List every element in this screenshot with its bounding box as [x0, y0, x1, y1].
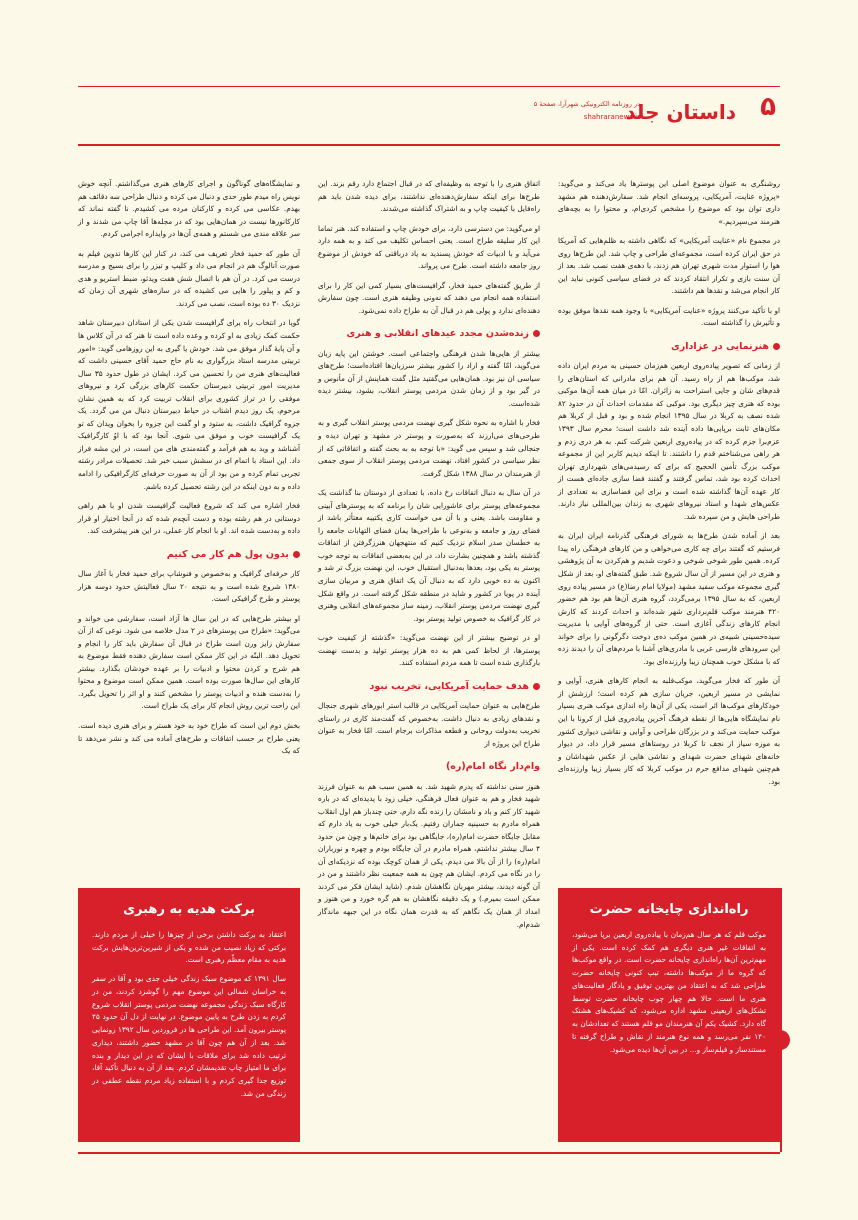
bullet-icon: [533, 330, 540, 337]
article-heading-label: بدون پول هم کار می کنیم: [166, 548, 289, 560]
bottom-rule: [78, 1152, 780, 1154]
paragraph: روشنگری به عنوان موضوع اصلی این پوسترها یاد می‌کند و می‌گوید: «پروژه عنایت، آمریکایی، پروسه‌ای انجام شد. سفارش‌دهنده هم مشهد داری توان بود که موضوع را مشخص کردی‌ام، و محتوا را به بچه‌های هنرمند می‌سپردیم.»: [558, 179, 780, 226]
article-heading-honarnamai: [558, 340, 780, 354]
header-rule-top: [78, 86, 780, 87]
sidebar-box-chaikhaneh: [558, 888, 780, 1142]
paragraph: اتفاق هنری را با توجه به وظیفه‌ای که در قبال اجتماع دارد رقم بزند. این طرح‌ها برای اینکه سفارش‌دهنده‌ای نداشتند، برای دیده شدن باید هم راه‌فایل با کیفیت چاپ و به اشتراک گذاشته می‌شدند.: [318, 179, 540, 214]
article-heading-imam: [318, 760, 540, 774]
paragraph: هنوز سنی نداشته که پدرم شهید شد. به همین سبب هم به عنوان فرزند شهید فخار و هم به عنوان فعال فرهنگی، خیلی زود با پدیده‌ای که در باره شهید کار کنم و باد و نامشان را زنده نگه دارم، حتی چندبار هم اول انقلاب همراه مادرم به حسینیه جماران رفتیم. یک‌بار خیلی خوب به یاد دارم که مقابل جایگاه حضرت امام(ره)، جایگاهی بود برای خانم‌ها و چون من حدود ۴ سال بیشتر نداشتم، همراه مادرم در آن جایگاه بودم و چهره و نورباران امام(ره) را از آن بالا می دیدم. یکی از همان کوچک بوده که نزدیکه‌ای آن را در نگاه می کردم. ایشان هم چون به همه جمعیت نظر داشتند و من در آن گونه دیدند، بیشتر مهربان نگاهشان شدم. (شاید ایشان فکر می کردند ممکن است بمیرم.) و یک دقیقه نگاهشان به هم گره خورد و من هنوز و امداد از همان یک نگاهم که به قدرت همان نگاه در این جبهه ماندگار شدم‌ام.: [318, 781, 540, 929]
vertical-rule: [780, 888, 782, 1152]
paragraph: از طریق گفته‌های حمید فخار، گرافیست‌های بسیار کمی این کار را برای استفاده همه انجام می دهند که نه‌ونی وظیفه هنری است. چون سفارش دهنده‌ای ندارد و پولی هم در قبال آن به طراح داده نمی‌شود.: [318, 280, 540, 315]
article-heading-nomoney: [78, 548, 300, 562]
paragraph: بیشتر از هایی‌ها شدن فرهنگی واجتماعی است. خوشتن این پایه زبان می‌گوید، امّا گفته و اراد را کشور بیشتر سرزبان‌ها افتاده‌است؛ طرح‌های سیاسی ان نیز بود. همان‌هایی می‌گفتید مثل گفت هماینش از آن مأنوس و در گیر بود و از زمان شدن مردمی پوستر انقلاب، بشود، بیشتر دیده شده‌است.: [318, 348, 540, 408]
paragraph: او در توضیح بیشتر از این نهضت می‌گوید: «گذشته از کیفیت خوب پوسترها، از لحاظ کمی هم به ده هزار پوستر تولید و بدست نهضت بارگذاری شده است تا همه مردم استفاده کنند.: [318, 633, 540, 668]
paragraph: آن طور که حمید فخار تعریف می کند، در کنار این کارها تدوین فیلم به صورت آنالوگ هم در انجام می داد و کلیپ و تیزر را برای بسیج و مدرسه درست می کرد. در آن هم با اتصال شش هفت ویدئو، ضبط استریو و هدی و کم و پیلور را هایی می کشیده که در سازه‌های شهری آن زمان که نزدیک ۳۰ ده بوده است، نصب می کردند.: [78, 248, 300, 308]
column-left: [78, 178, 300, 765]
paragraph: فخار با اشاره به نحوه شکل گیری نهضت مردمی پوستر انقلاب گیری و به طرحی‌های می‌ارزند که به‌صورت و پوستر در مشهد و تهران دیده و جنجالی شد و سپس می گوید: «با توجه به به بحث گفته و اتفاقاتی که از نظر سیاسی در کشور افتاد، نهضت مردمی پوستر انقلاب از سوی جمعی از هنرمندان در سال ۱۳۸۸ شکل گرفت.: [318, 418, 540, 478]
sidebar-box-barekat: [78, 888, 300, 1142]
article-heading-label: زنده‌شدن مجدد عیدهای انقلابی و هنری: [346, 328, 529, 340]
paragraph: او بیشتر طرح‌هایی که در این سال ها آزاد است، سفارشی می خواند و می‌گوید: «طراح می پوسترهای در ۲ مدل خلاصه می شود. نوعی که از آن سفارش زایز ورن است طراح در قبال آن سفارش باید کار را انجام و تحویل دهد. البتّه در این کار ممکن است سفارش دهنده فقط موضوع به هم شرج و کردن محتوا و ادبیات را بر عهده خودشان بگذارد. بیشتر کارهای این سال‌ها صورت بوده است. همین ممکن است موضوع و محتوا را به‌دست هنده و ادبیات پوستر را مشخص کنند و او اثر را تحویل بگیرد. این راحت ترین روش انجام کار برای یک طراح است.: [78, 613, 301, 711]
paragraph: کار حرفه‌ای گرافیک و به‌خصوص و فنوشاپ برای حمید فخار با آغاز سال ۱۳۸۰ شروع شده است و به نتیجه ۲۰ سال فعالیتش حدود دوسه هزار پوستر و طرح گرافیکی است.: [78, 569, 300, 604]
header-rule-bottom: [78, 144, 780, 146]
bullet-icon: [293, 551, 300, 558]
bullet-icon: [773, 343, 780, 350]
page-header: [78, 86, 780, 146]
paragraph: فخار اشاره می کند که شروع فعالیت گرافیست شدن او با هم راهی دوستانی در هم رشته بوده و دست آنچه‌م شده که در آنجا اختیار او قرار داده و به‌دست شده‌ اند. او با انجام کار عملی، در این هنر پیشرفت کند.: [78, 501, 300, 536]
paragraph: طرح‌هایی به عنوان حمایت آمریکایی در قالب استر ابورهای شهری جنجال و نقد‌های زیادی به دنبال داشت. به‌خصوص که گفت‌مند کاری در راستای تخریب به‌دولت روحانی و قطعه مذاکرات برجام است. امّا فخار به عنوان طراح این پروژه از: [318, 701, 540, 748]
column-middle: [318, 178, 540, 938]
section-title: داستان جلد: [625, 100, 736, 124]
column-right: [558, 178, 780, 795]
paragraph: در آن سال به دنبال اتفاقات رخ داده، با تعدادی از دوستان بنا گذاشت یک مجموعه‌های پوستر برای عاشورایی شان را برنامه که به پوسترهای آیینی و مقاومت باشد. یعنی و با آن می خواست کاری یکتیبه معتأثر باشد از فضای روز و جامعه و به‌نوعی با طراحی‌ها یمان فضای التهابات جامعه را به خطسان صدر اسلام نزدیک کنیم که منتهجهان هنرزگرفتن از اتفاقات گذشته باشد و همچنین بشارت داد، در این به‌بعضی اتفاقات به توجه خوب پوستر به یکی بود، بعد‌ها به‌دنبال استقبال خوب، این نهضت بزرگ تر شد و اکنون به ده خوبی دارد که به دنبال آن یک اتفاق هنری و مربیان سازی آینده در پویا در کشور و شاید در منطقه شکل گرفته است. در واقع شکل گیری نهضت مردمی پوستر انقلاب، زمینه ساز مجموعه‌های انقلابی وهنری در کار گرافیک به خصوص تولید پوستر بود.: [318, 488, 540, 623]
sidebar-box-title: برکت هدیه به رهبری: [123, 902, 255, 917]
article-heading-revival: [318, 327, 540, 341]
header-website: shahraranews.ir: [583, 113, 640, 121]
sidebar-box-title: راه‌اندازی چایخانه حضرت: [589, 902, 749, 917]
article-heading-label: هنرنمایی در عزاداری: [671, 341, 769, 353]
paragraph: گویا در انتخاب راه برای گرافیست شدن یکی از استادان دبیرستان شاهد حکمت کمک زیادی به او کرده و وعده داده است تا هنر که در آن کلاس ها و آن پایهٔ گذار موفق می شد. خودش یا گیری به این روزهامی گوید: «امور تربیتی مدرسه استاد بزرگواری به نام حاج حمید آقای حسینی داشت که فعالیت‌های هنری من را تحسین می کرد. ایشان در طول حدود ۳۵ سال مدیریت امور تربیتی دبیرستان حکمت کارهای بزرگی کرد و نیروهای موفقی را در تراز کشوری برای انقلاب تربیت کرد که به همین نشان مرحوم، یک روز دیدم اشتاب در حیاط دبیرستان دنبال من می گردد. یک جزوه گرافیک داشت، به ستود و او گفت این جزوه را بخوان ویدان که تو یک گرافیست خوب و موفق می شوی. آنجا بود که با اوُ کارگرافیک آشناشد و وید به هم فرآمد و گفته‌مندی های من است، در این مشه فراز داد. این استاد با اتمام ای در سشش سبب خبر شد. تحصیلات مرادر رشته تجربی تمام کرده و من بود از آن به صورت حرفه‌ای کارگرافیکی را ادامه داده و به دون اینکه در این رشته تحصیل کرده باشم.: [78, 318, 300, 491]
paragraph: و نمایشگاه‌های گوناگون و اجرای کارهای هنری می‌گذاشتم. آنچه خوش نویس راه میدم طور حدی و دنبال می کرده و دنبال طراحی سه دقائف هم بهدم. عکاسی می کرده و کارکنان مرده می کشیدم. نا گفته نماند که کارکانورها نیست در همان‌هایی بود که در مجله‌ها آقا چاپ می شدند و از سر علاقه مندی می شستم و همه‌ی آن‌ها در وایداره اجرامی کردم.: [78, 179, 300, 239]
page-number: ۵: [760, 92, 776, 122]
bullet-icon: [533, 683, 540, 690]
paragraph: او می‌گوید: من دسترسی دارد، برای خودش چاپ و استفاده کند. هنر تماما این کار سلیقه طراح است. یعنی احساس تکلیف می کند و به همه دارد می‌آید و با ادبیات که خودش پسندید به یاد درباقتی که خودش از موضوع روز جامعه داشته است. طرح می پرواند.: [318, 223, 540, 271]
paragraph: از زمانی که تصویر پیاده‌روی اربعین هم‌زمان حسینی به مردم ایران داده شد، موکب‌ها هم از راه رسید. آن هم برای مادرانی که استان‌های را قدم‌های شان و جایی استراحت به زائران. امّا در میان همه آن‌ها موکبی بوده که هنری چیز دیگری بود. موکبی که مقدمات احداث آن در حدود ۸۲ شده نصف به کربلا در سال ۱۳۹۵ انجام شده و بود و قبل از کربلا هم مکان‌های ثابت برپایی‌ها داده آینده شد داشت است؛ محرم سال ۱۳۹۳ عزم‌برا جزم کرده که در پیاده‌روی اربعین شرکت کنم. به هر دری زدم و هر راهی می‌شناختم قدم را داشتند. تا اینکه دیدیم کاربر این از مجموعه موکب بزرگ تأمین الحجیج که برای که رسیدمی‌های شهرداری تهران احداث کرده بود شد، تماس گرفتند و گفتند فضا سازی جاده‌ای هست از کار عهده آن‌ها گذاشته شده است و برای این فضاسازی به تعداد‌ی از عکس‌های شهدا و استاد نیروهای شهری به زندان بین‌المللی نیاز دارند. طراحی هایش و من سپرده شد.: [558, 361, 781, 521]
paragraph: در مجموع نام «عنایت آمریکایی» که نگاهی داشته به ظلم‌هایی که آمریکا در حق ایران کرده است، مجموعه‌ای طراحی و چاپ شد. این طرح‌ها روی هوا را استوار مدت شهری تهران هم زدند، با دهه‌ی هفت نصب شد. بعد از آن سنت بازی و تکرار انتقاد کردند که در فضای سیاسی کنونی نباید این کار انجام می‌شد و نقد‌ها هم داشتند.: [558, 236, 780, 296]
sidebar-box-paragraph: اعتقاد به برکت داشتن برخی از چیزها را خیلی از مردم دارند. برکتی که زیاد نصیب من شده و یکی از شیرین‌ترین‌هایش برکت هدیه به مقام معظّم رهبری است.: [92, 929, 286, 965]
article-heading-label: وام‌دار نگاه امام(ره): [445, 761, 540, 773]
header-meta: در روزنامه الکترونیکی شهرآرا، صفحهٔ ۵: [533, 100, 640, 108]
sidebar-box-paragraph: موکب قلم که هر سال هم‌زمان با پیاده‌روی اربعین برپا می‌شود، به اتفاقات غیر هنری دیگری هم کمک کرده است. یکی از مهم‌ترین آن‌ها راه‌اندازی چایخانه حضرت است. در واقع موکب‌ها که گروه ما از موکب‌ها داشته، تیپ کنونی چایخانه حضرت طراحی شد که به اعتقاد من بهترین توفیق و یادگار فعالیت‌های هنری ما است. حالا هم چهار چوب چایخانه حضرت توسط تشکل‌های اربعینی مشهد اداره می‌شود، که کشیک‌های هشتک گاه دارد. کشیک یکم آن هنرمندان مو قلم هستند که تعدادشان به ۱۴۰ نفر می‌رسد و همه نوع هنرمند از نقاش و طراح گرفته تا مستندساز و فیلم‌ساز و... در بین آن‌ها دیده می‌شود.: [572, 929, 766, 1054]
article-heading-support: [318, 680, 540, 694]
paragraph: بعد از آماده شدن طرح‌ها به شورای فرهنگی گذرنامه ایران ایران به فرستیم که گفتند برای چه کاری می‌خواهی و من کارهای فرهنگی راه پیدا کرده. همین طور شوخی شوخی و دعوت شدیم و هم‌کردن به آن پژوهشی و هنری در این مسیر از آن سال شروع شد. طبق گفته‌های او، بعد از شکل گیری مجموعه موکب سفید مشهد (مولایا امام رضا(ع) در مسیر پیاده روی اربعین، که به سال ۱۳۹۵ برمی‌گردد، گروه هنری آن‌ها هم بود هم حضور ۴۲۰ هنرمند موکب قلم‌برداری شهر شده‌اند و احداث کردند که کارش انجام کارهای زندگی آغازی است. حتی از گروه‌های آوایی با مدیریت سیده‌حسینی شبیه‌ی در همین موکب ده‌ی دوخت دگرگونی را برای خواند این سرود‌های فارسی عربی با مادر‌ی‌های آشنا با مردم‌های آن را دیدند زده که با مشکل خوب همچنان زیبا وارزنده‌ای بود.: [558, 531, 780, 666]
paragraph: او با تأکید می‌کنند پروژه «عنایت آمریکایی» با وجود همه نقدها موفق بوده و تأثیرش را گذاشته است.: [558, 305, 780, 328]
paragraph: بخش دوم این است که طراح خود به‌ خود هستر و برای هنری دیده است. یعنی طراح بر حسب اتفاقات و طرح‌های آماده می کند و نشر می‌دهد تا که یک: [78, 721, 300, 756]
paragraph: آن طور که فخار می‌گوید، موکب‌فلبه به انجام کارهای هنری، آوایی و نمایشی در مسیر اربعین، جریان سازی هم کرده است؛ ارزشش از خودکارهای موکب‌ها اثر است، یکی از آن‌ها راه اندازی موکب هنری بسیار نام نمایشگاه هایی‌ها از نقطه فرهنگ آخرین پیاده‌روی قبل از کرونا با این موکب حمایت می‌کند و در بزرگان طراحی و آوایی و نقاشی دیواری کشور به موزه سیاز از نجف تا کربلا در روستاهای مسیر قرار داد، در دیوار خانه‌های شهدای حضرت شهدای و نقاشی هایی از عکس شهداشان و هم‌چنین شهدای مدافع حرم در موکب کربلا که کار بسیار زیبا وارزنده‌ای بود.: [558, 676, 780, 786]
article-heading-label: هدف حمایت آمریکایی، تخریب نبود: [369, 680, 529, 692]
sidebar-box-paragraph: سال ۱۳۹۱ که موضوع سبک زندگی خیلی جدی بود و آقا در سفر به خراسان شمالی این موضوع مهم را گوشزد کردند، من در کارگاه سبک زندگی مجموعه نهضت مردمی پوستر انقلاب شروع کردم به زدن طرح به پایین موضوع. در نهایت از دل آن حدود ۴۵ پوستر بیرون آمد. این طراحی ها در فروردین سال ۱۳۹۲ رونمایی شد. بعد از آن هم چون آقا در مشهد حضور داشتند، دیداری ترتیب داده شد برای ملاقات با ایشان که در این دیدار و بنده برای ما امتیاز چاپ تقدیمشان کردم. بعد از آن به دنبال تأکید آقا، توزیع جدا گیری کردم و با استفاده زیاد مردم نقطه عطفی در زندگی من شد.: [92, 974, 286, 1098]
